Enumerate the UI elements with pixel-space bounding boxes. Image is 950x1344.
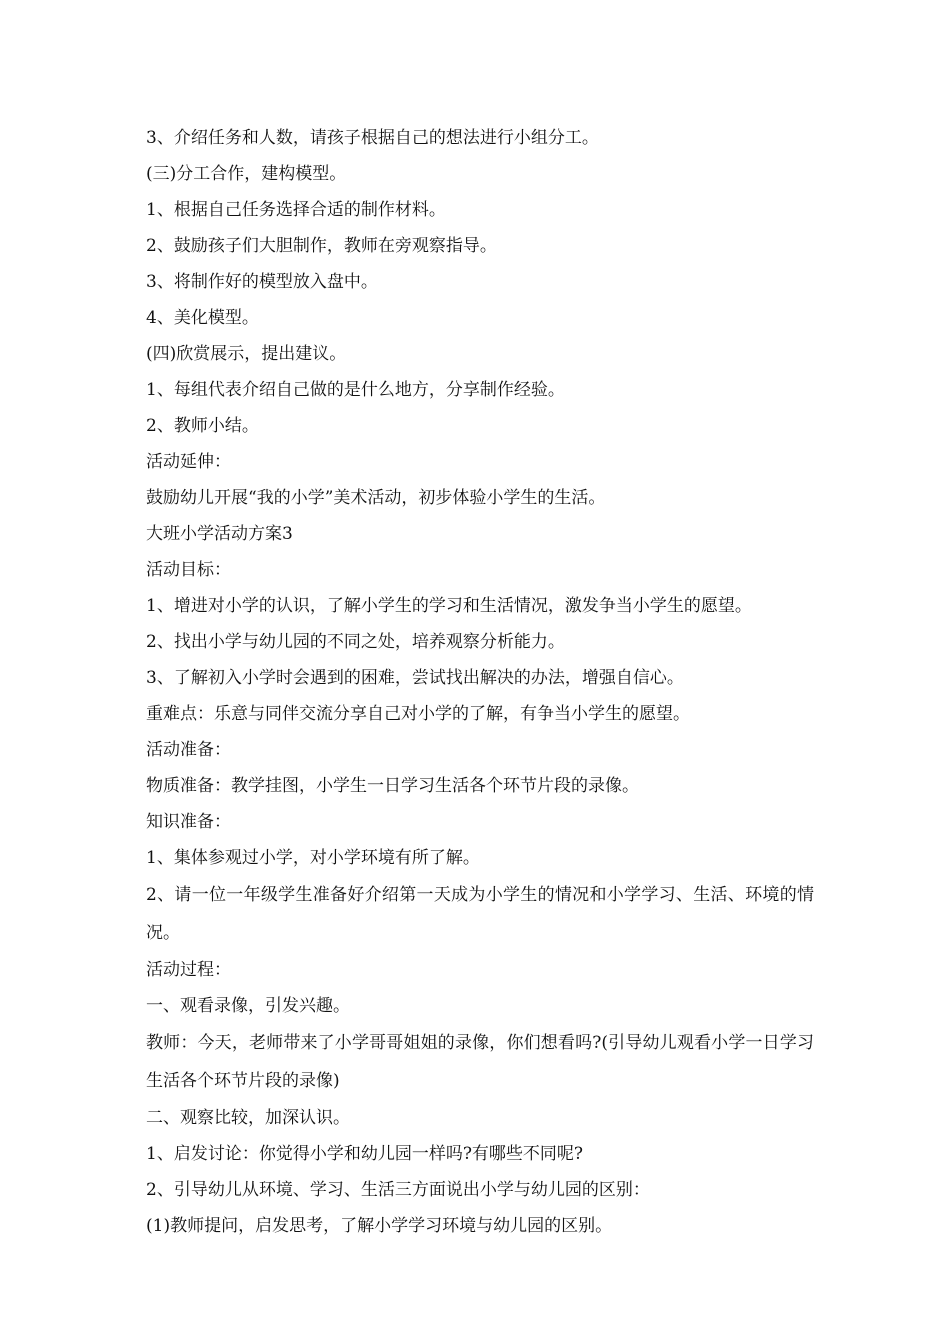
text-line: 重难点：乐意与同伴交流分享自己对小学的了解，有争当小学生的愿望。 xyxy=(146,704,690,724)
document-page xyxy=(146,120,814,1244)
section-label: 活动延伸： xyxy=(146,452,231,472)
text-line: 3、介绍任务和人数，请孩子根据自己的想法进行小组分工。 xyxy=(146,128,599,148)
text-line: 2、鼓励孩子们大胆制作，教师在旁观察指导。 xyxy=(146,236,497,256)
document-title: 大班小学活动方案3 xyxy=(146,524,293,544)
paragraph: 教师：今天，老师带来了小学哥哥姐姐的录像，你们想看吗?(引导幼儿观看小学一日学习生活各个环节片段的录像) xyxy=(146,1033,814,1091)
text-line: 3、了解初入小学时会遇到的困难，尝试找出解决的办法，增强自信心。 xyxy=(146,668,684,688)
text-line: 4、美化模型。 xyxy=(146,308,259,328)
text-line: 鼓励幼儿开展“我的小学”美术活动，初步体验小学生的生活。 xyxy=(146,488,606,508)
text-line: 2、找出小学与幼儿园的不同之处，培养观察分析能力。 xyxy=(146,632,565,652)
text-line: 1、增进对小学的认识，了解小学生的学习和生活情况，激发争当小学生的愿望。 xyxy=(146,596,752,616)
text-line: (1)教师提问，启发思考，了解小学学习环境与幼儿园的区别。 xyxy=(146,1216,613,1236)
section-heading: (三)分工合作，建构模型。 xyxy=(146,164,347,184)
text-line: 2、引导幼儿从环境、学习、生活三方面说出小学与幼儿园的区别： xyxy=(146,1180,650,1200)
text-line: 3、将制作好的模型放入盘中。 xyxy=(146,272,378,292)
text-line: 1、每组代表介绍自己做的是什么地方，分享制作经验。 xyxy=(146,380,565,400)
section-heading: 二、观察比较，加深认识。 xyxy=(146,1108,350,1128)
paragraph: 2、请一位一年级学生准备好介绍第一天成为小学生的情况和小学学习、生活、环境的情况。 xyxy=(146,885,814,943)
section-label: 活动目标： xyxy=(146,560,231,580)
section-heading: (四)欣赏展示，提出建议。 xyxy=(146,344,347,364)
text-line: 1、启发讨论：你觉得小学和幼儿园一样吗?有哪些不同呢? xyxy=(146,1144,584,1164)
text-line: 物质准备：教学挂图，小学生一日学习生活各个环节片段的录像。 xyxy=(146,776,639,796)
section-heading: 一、观看录像，引发兴趣。 xyxy=(146,996,350,1016)
text-line: 1、集体参观过小学，对小学环境有所了解。 xyxy=(146,848,480,868)
text-line: 2、教师小结。 xyxy=(146,416,259,436)
text-line: 1、根据自己任务选择合适的制作材料。 xyxy=(146,200,446,220)
section-label: 活动准备： xyxy=(146,740,231,760)
section-label: 活动过程： xyxy=(146,960,231,980)
section-label: 知识准备： xyxy=(146,812,231,832)
